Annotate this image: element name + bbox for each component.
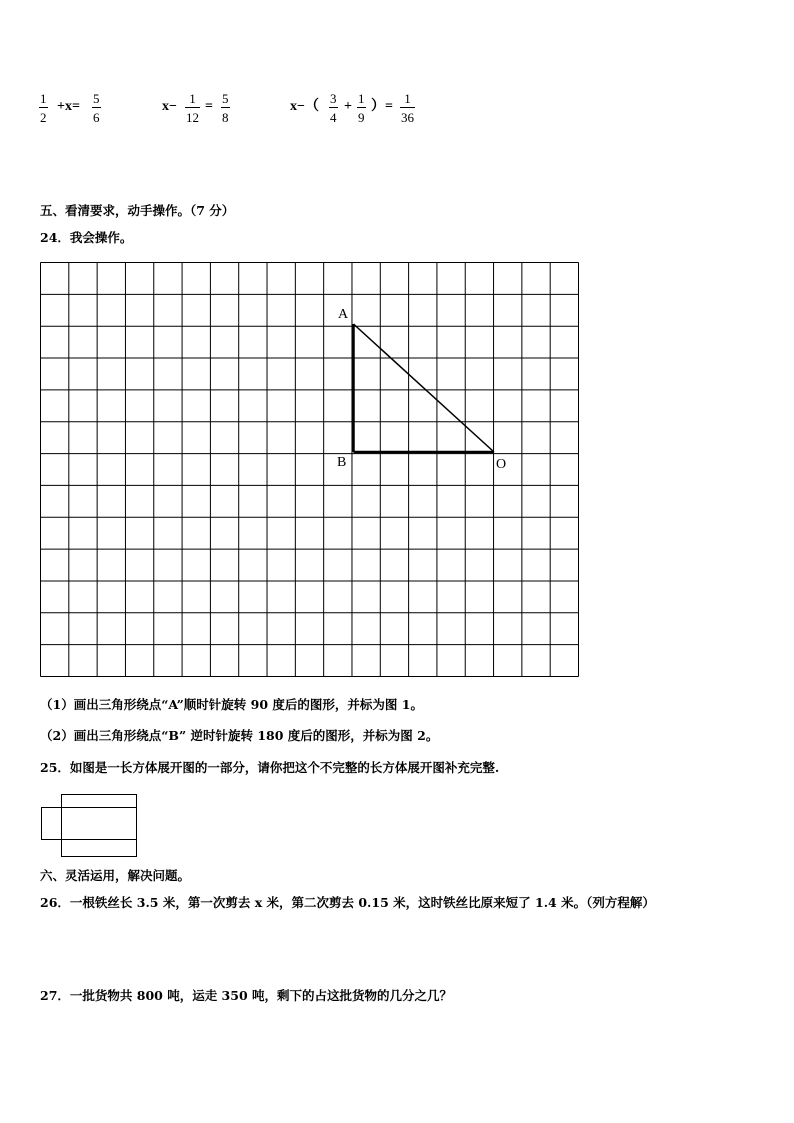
denominator: 36 (401, 110, 414, 125)
numerator: 1 (40, 91, 47, 106)
operator: = (205, 99, 213, 114)
numerator: 1 (189, 91, 196, 106)
numerator: 1 (404, 91, 411, 106)
numerator: 1 (358, 91, 365, 106)
denominator: 8 (222, 110, 229, 125)
question-title: 24．我会操作。 (40, 230, 133, 245)
question-26-text: 26．一根铁丝长 3.5 米，第一次剪去 x 米，第二次剪去 0.15 米，这时铁丝比原来短了 1.4 米。（列方程解） (40, 895, 655, 910)
net-face-side (42, 808, 62, 840)
numerator: 5 (222, 91, 229, 106)
net-face-top (62, 795, 137, 808)
denominator: 6 (93, 110, 100, 125)
denominator: 9 (358, 110, 365, 125)
triangle-side-ao (354, 324, 495, 452)
task-1-text: （1）画出三角形绕点“A”顺时针旋转 90 度后的图形，并标为图 1。 (40, 697, 423, 712)
point-b-label: B (337, 455, 347, 470)
denominator: 4 (330, 110, 337, 125)
net-face-bottom (62, 840, 137, 857)
operator: ）= (371, 99, 393, 114)
numerator: 3 (330, 91, 337, 106)
operator: x− (162, 99, 177, 114)
question-27-text: 27．一批货物共 800 吨，运走 350 吨，剩下的占这批货物的几分之几？ (40, 988, 452, 1003)
numerator: 5 (93, 91, 100, 106)
operator: x−（ (290, 99, 319, 114)
question-25-text: 25．如图是一长方体展开图的一部分，请你把这个不完整的长方体展开图补充完整. (40, 760, 500, 775)
point-a-label: A (338, 307, 349, 322)
net-face-middle (62, 808, 137, 840)
operator: +x= (57, 99, 80, 114)
denominator: 2 (40, 110, 47, 125)
cuboid-net (42, 795, 137, 857)
point-o-label: O (496, 457, 507, 472)
section-heading: 五、看清要求，动手操作。（7 分） (40, 203, 235, 218)
task-2-text: （2）画出三角形绕点“B” 逆时针旋转 180 度后的图形，并标为图 2。 (40, 728, 439, 743)
operator: + (344, 99, 352, 114)
denominator: 12 (186, 110, 199, 125)
section-heading: 六、灵活运用，解决问题。 (40, 868, 191, 883)
